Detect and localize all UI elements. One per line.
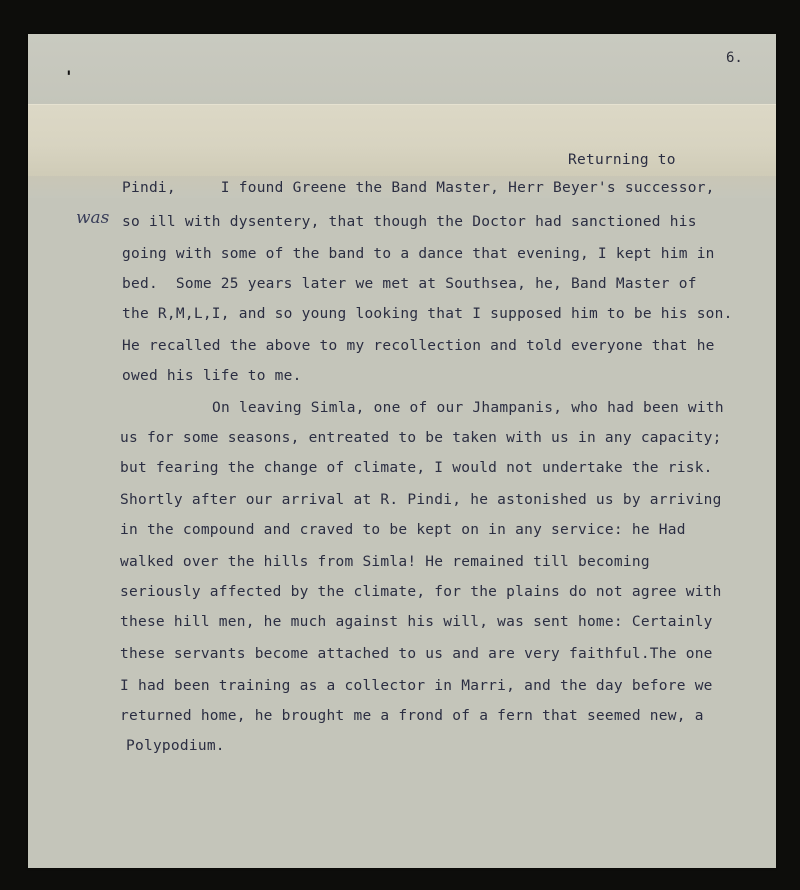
text-line: these servants become attached to us and are very faithful.The one: [120, 646, 713, 662]
text-line: bed. Some 25 years later we met at Southsea, he, Band Master of: [122, 276, 697, 292]
text-line: I had been training as a collector in Marri, and the day before we: [120, 678, 713, 694]
text-line: On leaving Simla, one of our Jhampanis, who had been with: [212, 400, 724, 416]
text-line: but fearing the change of climate, I would not undertake the risk.: [120, 460, 713, 476]
handwritten-margin-note: was: [76, 208, 110, 228]
text-line: in the compound and craved to be kept on in any service: he Had: [120, 522, 686, 538]
text-line: the R,M,L,I, and so young looking that I supposed him to be his son.: [122, 306, 733, 322]
margin-mark: ': [64, 67, 74, 86]
text-line: us for some seasons, entreated to be taken with us in any capacity;: [120, 430, 722, 446]
text-line: Polypodium.: [126, 738, 225, 754]
text-line: these hill men, he much against his will, was sent home: Certainly: [120, 614, 713, 630]
document-page: [28, 34, 776, 868]
page-number: 6.: [726, 50, 743, 66]
text-line: returned home, he brought me a frond of a fern that seemed new, a: [120, 708, 704, 724]
text-line: owed his life to me.: [122, 368, 302, 384]
text-line: so ill with dysentery, that though the Doctor had sanctioned his: [122, 214, 697, 230]
text-line: walked over the hills from Simla! He remained till becoming: [120, 554, 650, 570]
text-line: Returning to: [568, 152, 676, 168]
text-line: going with some of the band to a dance that evening, I kept him in: [122, 246, 715, 262]
text-line: Pindi, I found Greene the Band Master, Herr Beyer's successor,: [122, 180, 715, 196]
text-line: seriously affected by the climate, for the plains do not agree with: [120, 584, 722, 600]
text-line: He recalled the above to my recollection and told everyone that he: [122, 338, 715, 354]
text-line: Shortly after our arrival at R. Pindi, he astonished us by arriving: [120, 492, 722, 508]
